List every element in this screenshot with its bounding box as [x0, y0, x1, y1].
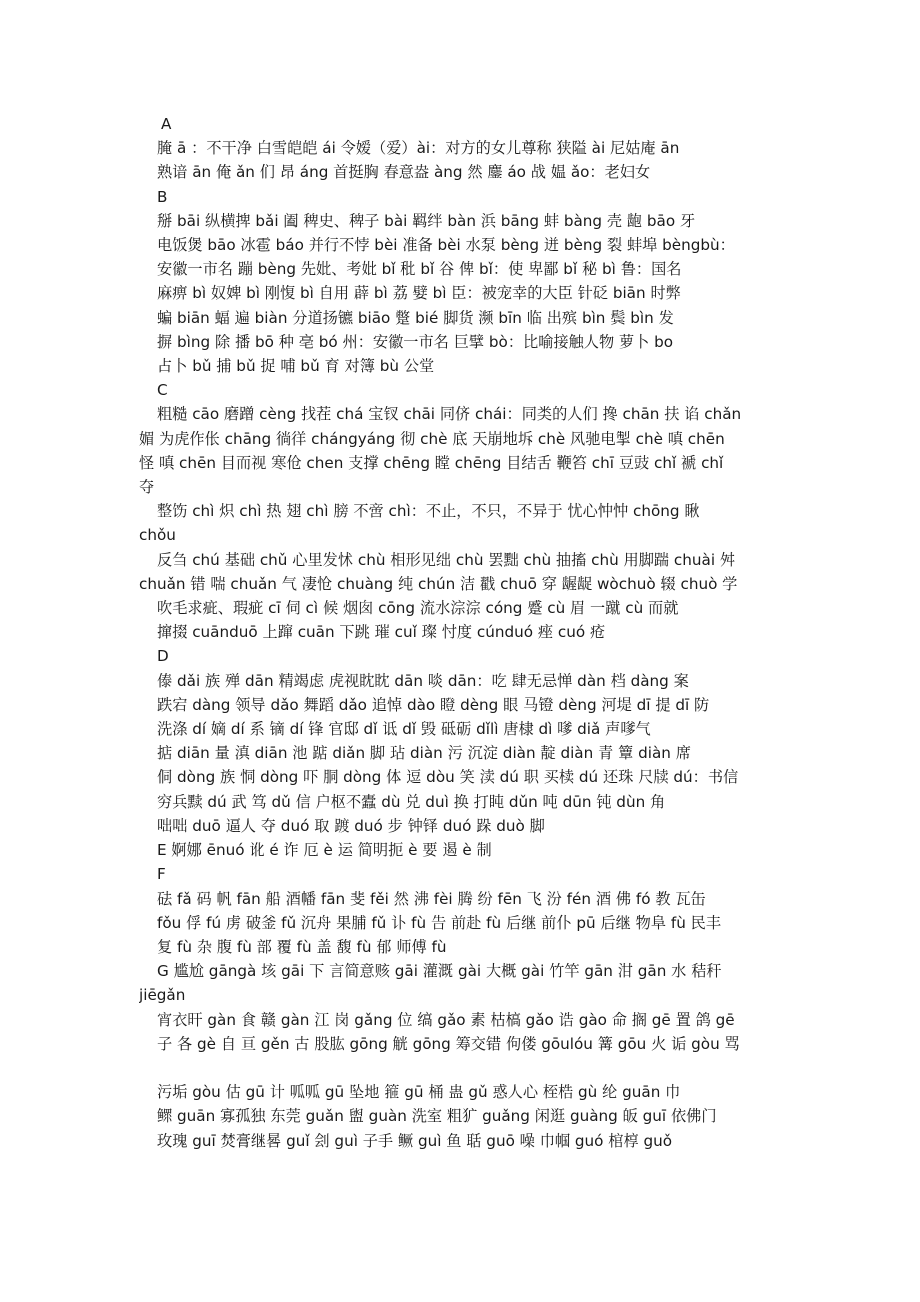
text-line: 媚 为虎作伥 chāng 徜徉 chángyáng 彻 chè 底 天崩地坼 chè 风驰电掣 chè 嗔 chēn	[139, 429, 725, 448]
text-line: chǒu	[139, 526, 176, 545]
text-line: 掰 bāi 纵横捭 bǎi 阖 稗史、稗子 bài 羁绊 bàn 浜 bāng 蚌 bàng 壳 龅 bāo 牙	[157, 211, 696, 230]
text-line: 玫瑰 guī 焚膏继晷 guǐ 刽 guì 子手 鳜 guì 鱼 聒 guō 噪 巾帼 guó 棺椁 guǒ	[157, 1131, 673, 1150]
text-line: fǒu 俘 fú 虏 破釜 fǔ 沉舟 果脯 fǔ 讣 fù 告 前赴 fù 后继 前仆 pū 后继 物阜 fù 民丰	[157, 913, 722, 932]
text-line: 掂 diān 量 滇 diān 池 踮 diǎn 脚 玷 diàn 污 沉淀 diàn 靛 diàn 青 簟 diàn 席	[157, 744, 691, 763]
text-line: 占卜 bǔ 捕 bǔ 捉 哺 bǔ 育 对簿 bù 公堂	[157, 357, 435, 376]
text-line: 鳏 guān 寡孤独 东莞 guǎn 盥 guàn 洗室 粗犷 guǎng 闲逛 guàng 皈 guī 依佛门	[157, 1107, 717, 1126]
text-line: 侗 dòng 族 恫 dòng 吓 胴 dòng 体 逗 dòu 笑 渎 dú 职 买椟 dú 还珠 尺牍 dú：书信	[157, 768, 739, 787]
text-line: 傣 dǎi 族 殚 dān 精竭虑 虎视眈眈 dān 啖 dān：吃 肆无忌惮 dàn 档 dàng 案	[157, 671, 689, 690]
text-line: 怪 嗔 chēn 目而视 寒伧 chen 支撑 chēng 瞠 chēng 目结舌 鞭笞 chī 豆豉 chǐ 褫 chǐ	[139, 453, 724, 472]
text-line: 子 各 gè 自 亘 gěn 古 股肱 gōng 觥 gōng 筹交错 佝偻 gōulóu 篝 gōu 火 诟 gòu 骂	[157, 1034, 740, 1053]
section-heading-a: A	[161, 115, 172, 133]
section-line-g: G 尴尬 gāngà 垓 gāi 下 言简意赅 gāi 灌溉 gài 大概 gài 竹竿 gān 泔 gān 水 秸秆	[157, 962, 722, 981]
text-line: 反刍 chú 基础 chǔ 心里发怵 chù 相形见绌 chù 罢黜 chù 抽搐 chù 用脚踹 chuài 舛	[157, 550, 736, 569]
document-body	[139, 112, 787, 1153]
text-line: 咄咄 duō 逼人 夺 duó 取 踱 duó 步 钟铎 duó 跺 duò 脚	[157, 816, 545, 835]
text-line: 安徽一市名 蹦 bèng 先妣、考妣 bǐ 秕 bǐ 谷 俾 bǐ：使 卑鄙 bǐ 秘 bì 鲁：国名	[157, 260, 682, 279]
text-line: 吹毛求疵、瑕疵 cī 伺 cì 候 烟囱 cōng 流水淙淙 cóng 蹙 cù 眉 一蹴 cù 而就	[157, 599, 679, 618]
text-line: 砝 fǎ 码 帆 fān 船 酒幡 fān 斐 fěi 然 沸 fèi 腾 纷 fēn 飞 汾 fén 酒 佛 fó 教 瓦缶	[157, 889, 706, 908]
section-heading-d: D	[157, 647, 169, 666]
section-heading-b: B	[157, 187, 168, 206]
text-line: 复 fù 杂 腹 fù 部 覆 fù 盖 馥 fù 郁 师傅 fù	[157, 937, 447, 956]
text-line: 撺掇 cuānduō 上蹿 cuān 下跳 璀 cuǐ 璨 忖度 cúnduó 痤 cuó 疮	[157, 623, 606, 642]
text-line: 粗糙 cāo 磨蹭 cèng 找茬 chá 宝钗 chāi 同侪 chái：同类的人们 搀 chān 扶 谄 chǎn	[157, 405, 742, 424]
text-line: 污垢 gòu 估 gū 计 呱呱 gū 坠地 箍 gū 桶 蛊 gǔ 惑人心 桎梏 gù 纶 guān 巾	[157, 1083, 681, 1102]
section-line-e: E 婀娜 ēnuó 讹 é 诈 厄 è 运 简明扼 è 要 遏 è 制	[157, 841, 492, 860]
text-line: 蝙 biān 蝠 遍 biàn 分道扬镳 biāo 蹩 bié 脚货 濒 bīn 临 出殡 bìn 鬓 bìn 发	[157, 308, 674, 327]
text-line: 跌宕 dàng 领导 dǎo 舞蹈 dǎo 追悼 dào 瞪 dèng 眼 马镫 dèng 河堤 dī 提 dī 防	[157, 695, 710, 714]
text-line: 电饭煲 bāo 冰雹 báo 并行不悖 bèi 准备 bèi 水泵 bèng 迸 bèng 裂 蚌埠 bèngbù：	[157, 236, 735, 255]
section-heading-f: F	[157, 865, 166, 884]
text-line: 熟谙 ān 俺 ǎn 们 昂 áng 首挺胸 春意盎 àng 然 鏖 áo 战 媪 ǎo：老妇女	[157, 163, 651, 182]
text-line: jiēgǎn	[139, 986, 186, 1005]
text-line: chuǎn 错 喘 chuǎn 气 凄怆 chuàng 纯 chún 洁 戳 chuō 穿 龌龊 wòchuò 辍 chuò 学	[139, 574, 738, 593]
text-line: 洗涤 dí 嫡 dí 系 镝 dí 锋 官邸 dǐ 诋 dǐ 毁 砥砺 dǐlì 唐棣 dì 嗲 diǎ 声嗲气	[157, 720, 651, 739]
blank-line	[139, 1056, 787, 1080]
text-line: 夺	[139, 478, 155, 497]
text-line: 麻痹 bì 奴婢 bì 刚愎 bì 自用 薜 bì 荔 嬖 bì 臣：被宠幸的大臣 针砭 biān 时弊	[157, 284, 681, 303]
text-line: 摒 bìng 除 播 bō 种 亳 bó 州：安徽一市名 巨擘 bò：比喻接触人物 萝卜 bo	[157, 332, 674, 351]
text-line: 整饬 chì 炽 chì 热 翅 chì 膀 不啻 chì：不止，不只，不异于 忧心忡忡 chōng 瞅	[157, 502, 700, 521]
text-line: 腌 ā ：不干净 白雪皑皑 ái 令嫒（爱）ài：对方的女儿尊称 狭隘 ài 尼姑庵 ān	[157, 139, 680, 158]
section-heading-c: C	[157, 381, 168, 400]
text-line: 宵衣旰 gàn 食 赣 gàn 江 岗 gǎng 位 缟 gǎo 素 枯槁 gǎo 诰 gào 命 搁 gē 置 鸽 gē	[157, 1010, 735, 1029]
text-line: 穷兵黩 dú 武 笃 dǔ 信 户枢不蠹 dù 兑 duì 换 打盹 dǔn 吨 dūn 钝 dùn 角	[157, 792, 666, 811]
